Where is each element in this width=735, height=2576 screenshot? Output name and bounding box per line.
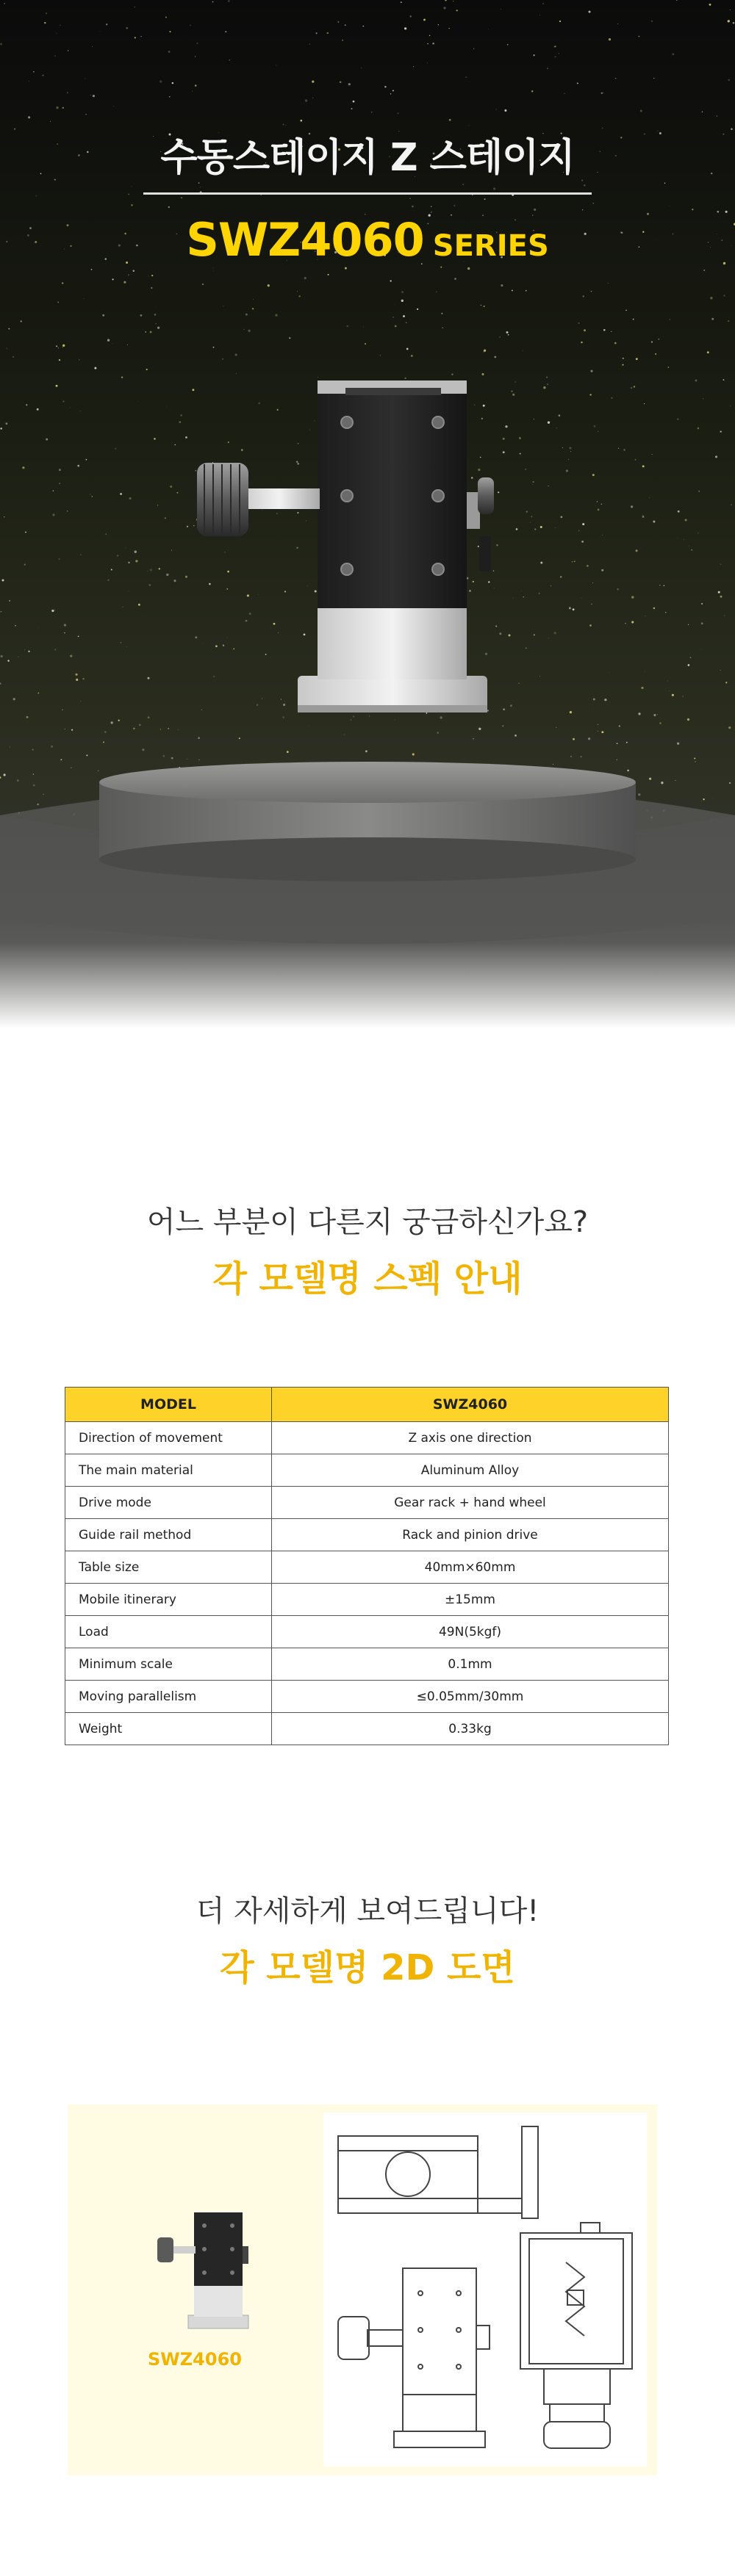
spec-row-value: ±15mm [272, 1584, 669, 1616]
spec-row-label: Mobile itinerary [65, 1584, 272, 1616]
spec-row-value: 0.1mm [272, 1648, 669, 1681]
spec-row-label: Table size [65, 1551, 272, 1584]
spec-section-kicker: 어느 부분이 다른지 궁금하신가요? [146, 1205, 589, 1239]
spec-row-value: Rack and pinion drive [272, 1519, 669, 1551]
spec-header-model: MODEL [65, 1388, 272, 1422]
spec-section-title: 각 모델명 스펙 안내 [212, 1258, 523, 1299]
thumbnail-model-label: SWZ4060 [148, 2349, 242, 2370]
spec-row-value: ≤0.05mm/30mm [272, 1681, 669, 1713]
hero-title: 수동스테이지 Z 스테이지 [160, 136, 575, 180]
spec-row-value: Z axis one direction [272, 1422, 669, 1454]
spec-row-value: Aluminum Alloy [272, 1454, 669, 1487]
drawing-section-title: 각 모델명 2D 도면 [220, 1947, 515, 1988]
drawing-front-view [338, 2268, 490, 2447]
spec-header-value: SWZ4060 [272, 1388, 669, 1422]
spec-row-label: Moving parallelism [65, 1681, 272, 1713]
spec-row-label: Minimum scale [65, 1648, 272, 1681]
spec-row-value: Gear rack + hand wheel [272, 1487, 669, 1519]
spec-row-value: 0.33kg [272, 1713, 669, 1745]
spec-row-value: 49N(5kgf) [272, 1616, 669, 1648]
drawing-side-view [520, 2223, 632, 2448]
drawing-top-view [338, 2126, 538, 2218]
spec-row-label: The main material [65, 1454, 272, 1487]
spec-row-label: Direction of movement [65, 1422, 272, 1454]
spec-row-label: Guide rail method [65, 1519, 272, 1551]
product-thumbnail [157, 2212, 248, 2328]
spec-row-label: Weight [65, 1713, 272, 1745]
drawing-section-kicker: 더 자세하게 보여드립니다! [196, 1894, 539, 1928]
spec-row-label: Load [65, 1616, 272, 1648]
spec-row-value: 40mm×60mm [272, 1551, 669, 1584]
spec-row-label: Drive mode [65, 1487, 272, 1519]
hero-model: SWZ4060 [186, 213, 424, 267]
hero-series: SERIES [432, 229, 549, 263]
